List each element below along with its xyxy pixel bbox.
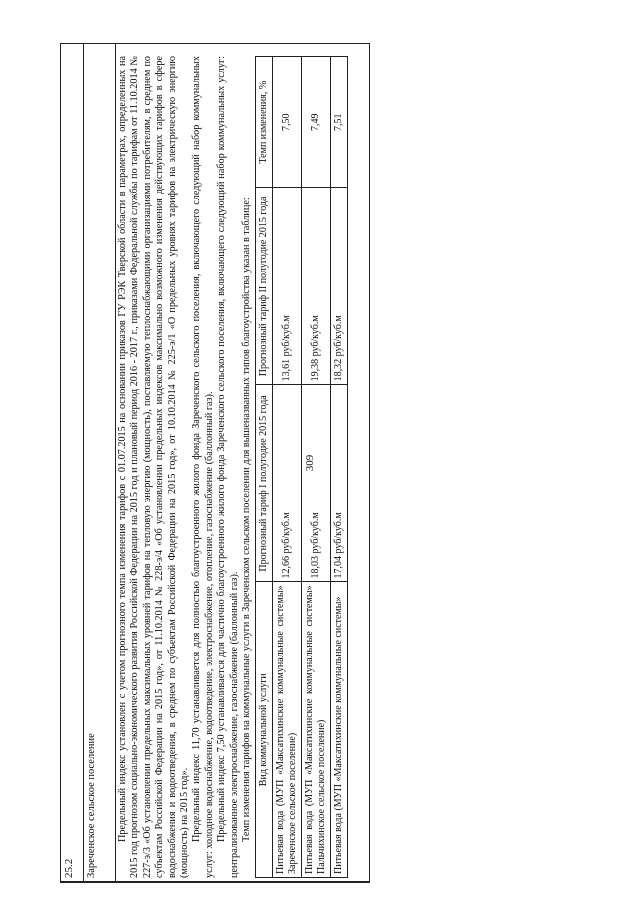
table-row [302,57,331,878]
table-row [273,57,302,878]
header-rate: Темп изменения, % [256,57,273,188]
table-row [331,57,348,878]
page-number: 309 [304,454,316,472]
cell-tariff-h1: 18,03 руб/куб.м [302,385,331,582]
cell-rate: 7,51 [331,57,348,188]
cell-rate: 7,50 [273,57,302,188]
cell-service: Питьевая вода (МУП «Максатихинские коммунальные системы» [331,582,348,878]
settlement-name: Зареченское сельское поселение [86,733,97,878]
cell-service: Питьевая вода (МУП «Максатихинские коммунальные системы» Пальчихинское сельское поселение) [302,582,331,878]
number-band [61,44,84,882]
paragraph: Предельный индекс 11,70 устанавливается для полностью благоустроенного жилого фонда Зареченского сельского поселения, включающего следующий набор коммунальных услуг: холодное водоснабжение, водоотведение, электроснабжение, отопление, газоснабжение (баллонный газ). [191,56,215,878]
header-service: Вид коммунальной услуги [256,582,273,878]
cell-rate: 7,49 [302,57,331,188]
tariff-table [255,56,348,878]
cell-tariff-h2: 13,61 руб/куб.м [273,188,302,385]
rotated-page-content [60,43,370,883]
body-text [117,56,348,878]
cell-tariff-h1: 17,04 руб/куб.м [331,385,348,582]
cell-tariff-h1: 12,66 руб/куб.м [273,385,302,582]
cell-tariff-h2: 19,38 руб/куб.м [302,188,331,385]
body-band [115,44,369,882]
table-header-row [256,57,273,878]
paragraph: Предельный индекс 7,50 устанавливается для частично благоустроенного жилого фонда Зареченского сельского поселения, включающего следующий набор коммунальных услуг: централизованное электроснабжение, газоснабжение (баллонный газ). [216,56,240,878]
cell-tariff-h2: 18,32 руб/куб.м [331,188,348,385]
document-table-frame [60,43,370,883]
header-tariff-h1: Прогнозный тариф I полугодие 2015 года [256,385,273,582]
paragraph: Темп изменения тарифов на коммунальные услуги в Зареченском сельском поселении для вышеназванных типов благоустройства указан в таблице: [241,197,253,842]
paragraph: Предельный индекс установлен с учетом прогнозного темпа изменения тарифов с 01.07.2015 на основании приказов ГУ РЭК Тверской области в параметрах, определенных на 2015 год прогнозом социально-экономического развития Российской Федерации на 2015 год и плановый период 2016 - 2017 г., приказами Федеральной службы по тарифам от 11.10.2014 № 227-э/3 «Об установлении предельных максимальных уровней тарифов на тепловую энергию (мощность), поставляемую теплоснабжающими организациями потребителям, в среднем по субъектам Российской Федерации на 2015 год», от 11.10.2014 № 228-э/4 «Об установлении предельных индексов максимально возможного изменения действующих тарифов в сфере водоснабжения и водоотведения, в среднем по субъектам Российской Федерации на 2015 год», от 10.10.2014 № 225-э/1 «О предельных уровнях тарифов на электрическую энергию (мощность) на 2015 год». [117,56,191,878]
row-number: 25.2 [63,858,75,878]
header-tariff-h2: Прогнозный тариф II полугодие 2015 года [256,188,273,385]
cell-service: Питьевая вода (МУП «Максатихинские коммунальные системы» Зареченское сельское поселение) [273,582,302,878]
name-band [83,44,116,882]
